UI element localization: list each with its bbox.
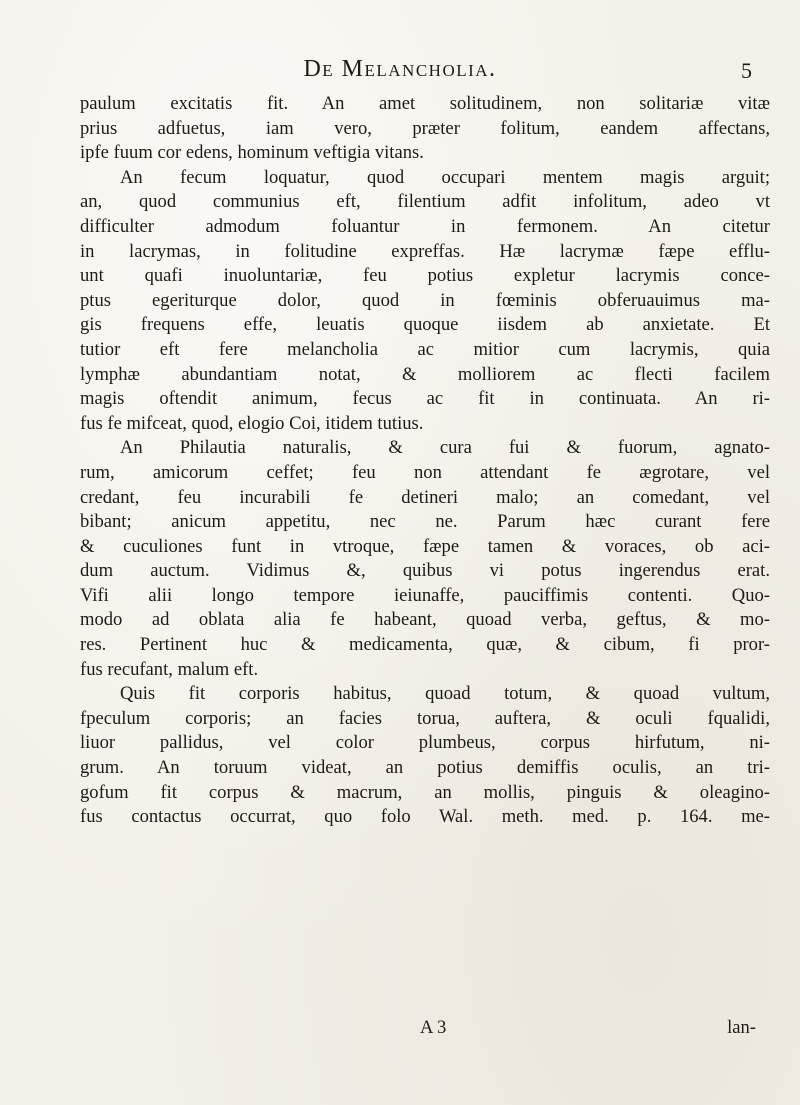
body-text [80, 92, 770, 830]
text-line: Quis fit corporis habitus, quoad totum, & quoad vultum, [120, 683, 770, 705]
text-line: lymphæ abundantiam notat, & molliorem ac flecti facilem [80, 363, 770, 385]
text-line: paulum excitatis fit. An amet solitudinem, non solitariæ vitæ [80, 93, 770, 114]
text-line: ptus egeriturque dolor, quod in fœminis obferuauimus ma- [80, 289, 770, 311]
text-line: Vifi alii longo tempore ieiunaffe, pauciffimis contenti. Quo- [80, 584, 770, 606]
text-line: modo ad oblata alia fe habeant, quoad verba, geftus, & mo- [80, 609, 770, 631]
text-line: unt quafi inuoluntariæ, feu potius expletur lacrymis conce- [80, 265, 770, 287]
text-line: fpeculum corporis; an facies torua, auftera, & oculi fqualidi, [80, 707, 770, 729]
text-line: an, quod communius eft, filentium adfit infolitum, adeo vt [80, 191, 770, 213]
text-line: in lacrymas, in folitudine expreffas. Hæ lacrymæ fæpe efflu- [80, 240, 770, 262]
text-line: magis oftendit animum, fecus ac fit in continuata. An ri- [80, 388, 770, 410]
text-line: grum. An toruum videat, an potius demiffis oculis, an tri- [80, 757, 770, 779]
text-line: bibant; anicum appetitu, nec ne. Parum hæc curant fere [80, 511, 770, 533]
text-line: gis frequens effe, leuatis quoque iisdem ab anxietate. Et [80, 314, 770, 336]
catchword: lan- [727, 1017, 756, 1038]
text-line: fus fe mifceat, quod, elogio Coi, itidem tutius. [80, 412, 424, 434]
running-head [0, 56, 800, 86]
text-line: ipfe fuum cor edens, hominum veftigia vitans. [80, 142, 424, 164]
page-footer [80, 1017, 770, 1043]
running-title: De Melancholia. [303, 56, 497, 82]
text-line: An fecum loquatur, quod occupari mentem magis arguit; [120, 166, 770, 188]
text-line: difficulter admodum foluantur in fermonem. An citetur [80, 215, 770, 237]
text-line: fus recufant, malum eft. [80, 658, 259, 680]
text-line: credant, feu incurabili fe detineri malo; an comedant, vel [80, 486, 770, 508]
text-line: dum auctum. Vidimus &, quibus vi potus ingerendus erat. [80, 560, 770, 582]
signature-mark: A 3 [420, 1017, 447, 1038]
text-line: liuor pallidus, vel color plumbeus, corpus hirfutum, ni- [80, 732, 770, 754]
text-line: fus contactus occurrat, quo folo Wal. meth. med. p. 164. me- [80, 806, 770, 828]
text-line: prius adfuetus, iam vero, præter folitum, eandem affectans, [80, 117, 770, 139]
text-line: rum, amicorum ceffet; feu non attendant fe ægrotare, vel [80, 461, 770, 483]
text-line: An Philautia naturalis, & cura fui & fuorum, agnato- [120, 437, 770, 459]
page-number: 5 [741, 58, 752, 83]
text-line: & cuculiones funt in vtroque, fæpe tamen & voraces, ob aci- [80, 535, 770, 557]
text-line: res. Pertinent huc & medicamenta, quæ, & cibum, fi pror- [80, 634, 770, 656]
text-line: gofum fit corpus & macrum, an mollis, pinguis & oleagino- [80, 781, 770, 803]
text-line: tutior eft fere melancholia ac mitior cum lacrymis, quia [80, 338, 770, 360]
